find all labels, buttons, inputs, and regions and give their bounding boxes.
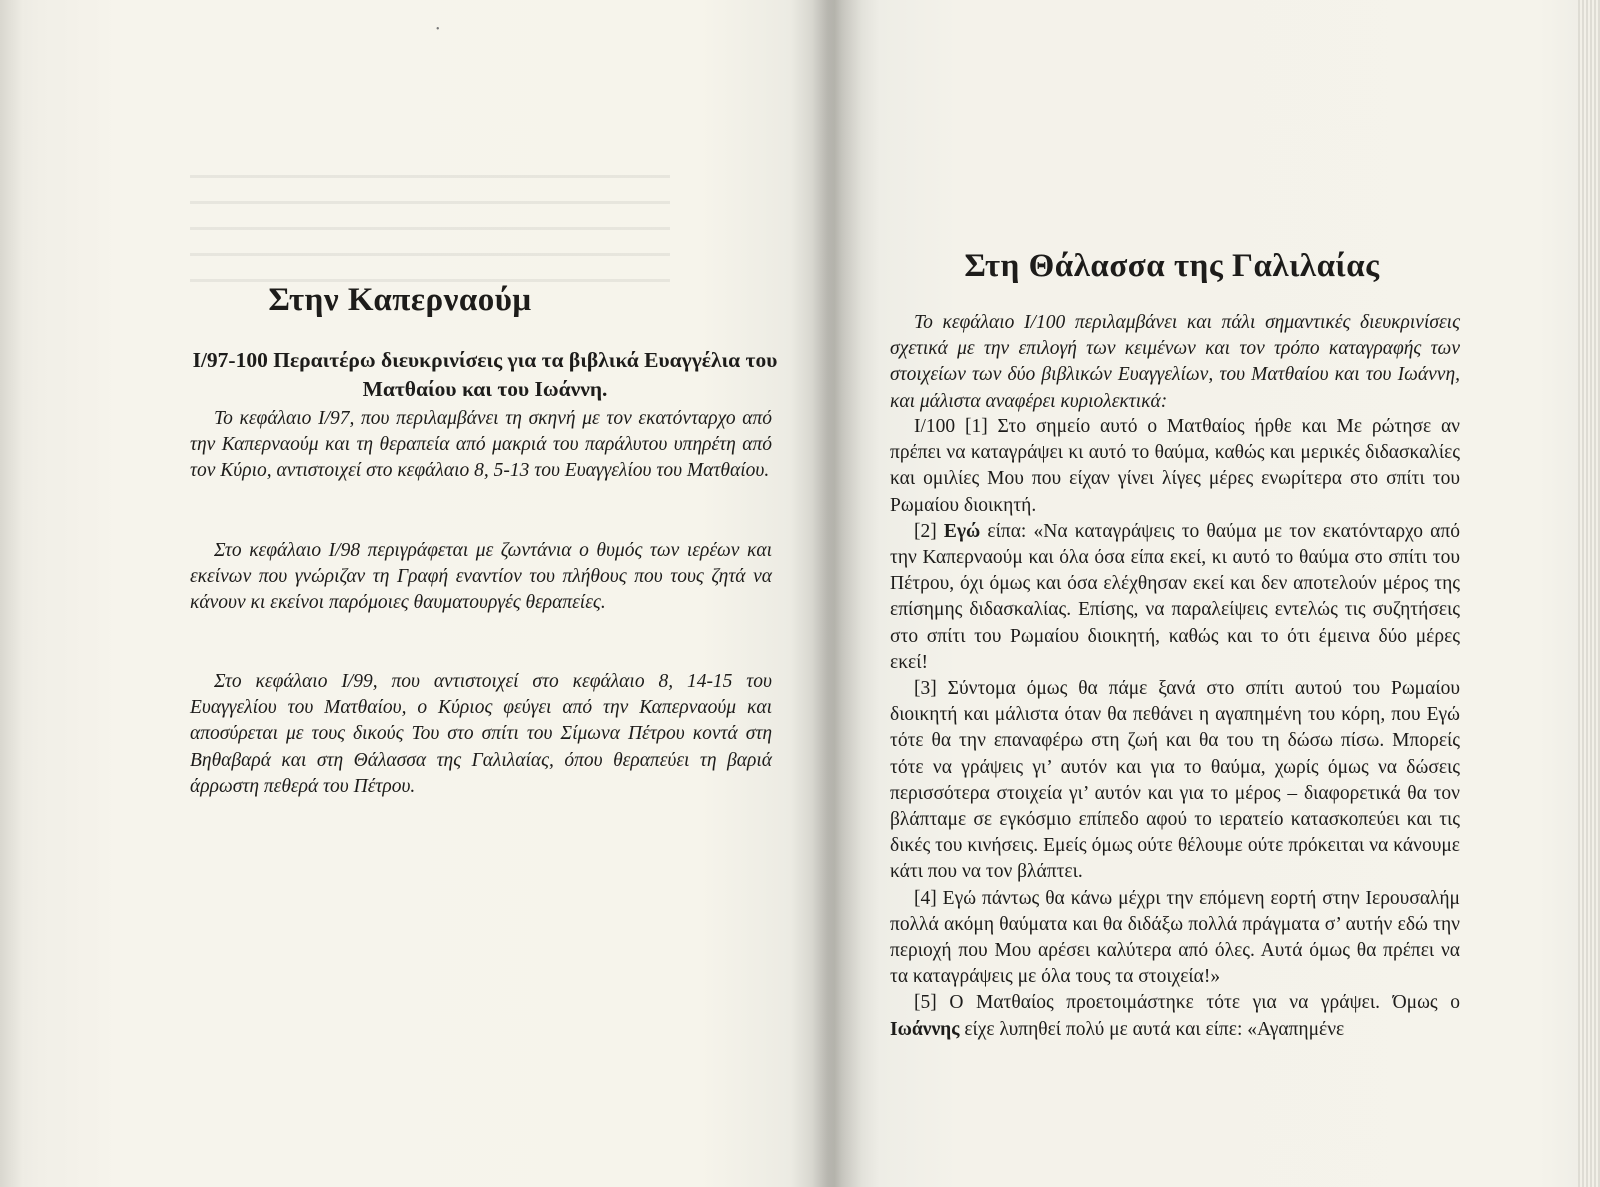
show-through-text [190, 175, 670, 285]
right-verse-4: [4] Εγώ πάντως θα κάνω μέχρι την επόμενη εορτή στην Ιερουσαλήμ πολλά ακόμη θαύματα και θα διδάξω πολλά πράγματα σ’ αυτήν εδώ την περιοχή που Μου αρέσει καλύτερα από όλες. Αυτά όμως θα πρέπει να τα καταγράψεις με όλα τους τα στοιχεία!» [890, 887, 1460, 988]
left-paragraph-3: Στο κεφάλαιο I/99, που αντιστοιχεί στο κεφάλαιο 8, 14-15 του Ευαγγελίου του Ματθαίου, ο Κύριος φεύγει από την Καπερναούμ και αποσύρεται με τους δικούς Του στο σπίτι του Σίμωνα Πέτρου κοντά στη Βηθαβαρά και στη Θάλασσα της Γαλιλαίας, όπου θεραπεύει τη βαριά άρρωστη πεθερά του Πέτρου. [190, 671, 772, 797]
left-paragraph-1: Το κεφάλαιο I/97, που περιλαμβάνει τη σκηνή με τον εκατόνταρχο από την Καπερναούμ και τη θεραπεία από μακριά του παράλυτου υπηρέτη από τον Κύριο, αντιστοιχεί στο κεφάλαιο 8, 5-13 του Ευαγγελίου του Ματθαίου. [190, 408, 772, 482]
left-page-title: Στην Καπερναούμ [268, 282, 532, 318]
book-spread: • Στην Καπερναούμ I/97-100 Περαιτέρω διευκρινίσεις για τα βιβλικά Ευαγγέλια του Ματθαίου και του Ιωάννη. Το κεφάλαιο I/97, που περιλαμβάνει τη σκηνή με τον εκατόνταρχο από την Καπερναούμ και τη θεραπεία από μακριά του παράλυτου υπηρέτη από τον Κύριο, αντιστοιχεί στο κεφάλαιο 8, 5-13 του Ευαγγελίου του Ματθαίου. Στο κεφάλαιο I/98 περιγράφεται με ζωντάνια ο θυμός των ιερέων και εκείνων που γνώριζαν τη Γραφή εναντίον του πλήθους που τους ζητά να κάνουν κι εκείνοι παρόμοιες θαυματουργές θεραπείες. Στο κεφάλαιο I/99, που αντιστοιχεί στο κεφάλαιο 8, 14-15 του Ευαγγελίου του Ματθαίου, ο Κύριος φεύγει από την Καπερναούμ και αποσύρεται με τους δικούς Του στο σπίτι του Σίμωνα Πέτρου κοντά στη Βηθαβαρά και στη Θάλασσα της Γαλιλαίας, όπου θεραπεύει τη βαριά άρρωστη πεθερά του Πέτρου. Στη Θάλασσα της Γαλιλαίας Το κεφάλαιο I/100 περιλαμβάνει και πάλι σημαντικές διευκρινίσεις σχετικά με την επιλογή των κειμένων και τον τρόπο καταγραφής των στοιχείων των δύο βιβλικών Ευαγγελίων, του Ματθαίου και του Ιωάννη, και μάλιστα αναφέρει κυριολεκτικά: I/100 [1] Στο σημείο αυτό ο Ματθαίος ήρθε και Με ρώτησε αν πρέπει να καταγράψει κι αυτό το θαύμα, καθώς και μερικές διδασκαλίες και ομιλίες Μου που είχαν γίνει λίγες μέρες ενωρίτερα στο σπίτι του Ρωμαίου διοικητή. [2] Εγώ είπα: «Να καταγράψεις το θαύμα με τον εκατόνταρχο από την Καπερναούμ και όλα όσα είπα εκεί, κι αυτό το θαύμα στο σπίτι του Πέτρου, όχι όμως και όσα ελέχθησαν εκεί και δεν αποτελούν μέρος της επίσημης διδασκαλίας. Επίσης, να παραλείψεις εντελώς τις συζητήσεις στο σπίτι του Ρωμαίου διοικητή, καθώς και το ότι έμεινα δύο μέρες εκεί! [3] Σύντομα όμως θα πάμε ξανά στο σπίτι αυτού του Ρωμαίου διοικητή και μάλιστα όταν θα πεθάνει η αγαπημένη του κόρη, που Εγώ τότε θα την επαναφέρω στη ζωή και θα του τη δώσω πίσω. Μπορείς τότε να γράψεις γι’ αυτόν και για το θαύμα, χωρίς όμως να δώσεις περισσότερα στοιχεία γι’ αυτόν και για το μέρος – διαφορετικά θα τον βλάπταμε σε εγκόσμιο επίπεδο αφού το ιερατείο κατασκοπεύει και τις δικές του κινήσεις. Εμείς όμως ούτε θέλουμε ούτε πρόκειται να κάνουμε κάτι που να τον βλάπτει. [4] Εγώ πάντως θα κάνω μέχρι την επόμενη εορτή στην Ιερουσαλήμ πολλά ακόμη θαύματα και θα διδάξω πολλά πράγματα σ’ αυτήν εδώ την περιοχή που Μου αρέσει καλύτερα από όλες. Αυτά όμως θα πρέπει να τα καταγράψεις με όλα τους τα στοιχεία!» [5] Ο Ματθαίος προετοιμάστηκε τότε για να γράψει. Όμως ο Ιωάννης είχε λυπηθεί πολύ με αυτά και είπε: «Αγαπημένε [0, 0, 1600, 1187]
left-paragraph-2: Στο κεφάλαιο I/98 περιγράφεται με ζωντάνια ο θυμός των ιερέων και εκείνων που γνώριζαν τη Γραφή εναντίον του πλήθους που τους ζητά να κάνουν κι εκείνοι παρόμοιες θαυματουργές θεραπείες. [190, 540, 772, 614]
right-verse-5: [5] Ο Ματθαίος προετοιμάστηκε τότε για να γράψει. Όμως ο Ιωάννης είχε λυπηθεί πολύ με αυτά και είπε: «Αγαπημένε [890, 992, 1460, 1040]
right-verse-1: I/100 [1] Στο σημείο αυτό ο Ματθαίος ήρθε και Με ρώτησε αν πρέπει να καταγράψει κι αυτό το θαύμα, καθώς και μερικές διδασκαλίες και ομιλίες Μου που είχαν γίνει λίγες μέρες ενωρίτερα στο σπίτι του Ρωμαίου διοικητή. [890, 416, 1460, 516]
right-body-text [890, 414, 1460, 1043]
page-speck: • [436, 24, 440, 35]
left-page-subheading: I/97-100 Περαιτέρω διευκρινίσεις για τα βιβλικά Ευαγγέλια του Ματθαίου και του Ιωάννη. [192, 348, 778, 401]
right-page-edge [1578, 0, 1600, 1187]
right-intro-paragraph: Το κεφάλαιο I/100 περιλαμβάνει και πάλι σημαντικές διευκρινίσεις σχετικά με την επιλογή των κειμένων και τον τρόπο καταγραφής των στοιχείων των δύο βιβλικών Ευαγγελίων, του Ματθαίου και του Ιωάννη, και μάλιστα αναφέρει κυριολεκτικά: [890, 312, 1460, 412]
right-verse-2: [2] Εγώ είπα: «Να καταγράψεις το θαύμα με τον εκατόνταρχο από την Καπερναούμ και όλα όσα είπα εκεί, κι αυτό το θαύμα στο σπίτι του Πέτρου, όχι όμως και όσα ελέχθησαν εκεί και δεν αποτελούν μέρος της επίσημης διδασκαλίας. Επίσης, να παραλείψεις εντελώς τις συζητήσεις στο σπίτι του Ρωμαίου διοικητή, καθώς και το ότι έμεινα δύο μέρες εκεί! [890, 520, 1460, 673]
left-page-edge [0, 0, 24, 1187]
book-gutter [812, 0, 862, 1187]
right-verse-3: [3] Σύντομα όμως θα πάμε ξανά στο σπίτι αυτού του Ρωμαίου διοικητή και μάλιστα όταν θα πεθάνει η αγαπημένη του κόρη, που Εγώ τότε θα την επαναφέρω στη ζωή και θα του τη δώσω πίσω. Μπορείς τότε να γράψεις γι’ αυτόν και για το θαύμα, χωρίς όμως να δώσεις περισσότερα στοιχεία γι’ αυτόν και για το μέρος – διαφορετικά θα τον βλάπταμε σε εγκόσμιο επίπεδο αφού το ιερατείο κατασκοπεύει και τις δικές του κινήσεις. Εμείς όμως ούτε θέλουμε ούτε πρόκειται να κάνουμε κάτι που να τον βλάπτει. [890, 678, 1460, 883]
